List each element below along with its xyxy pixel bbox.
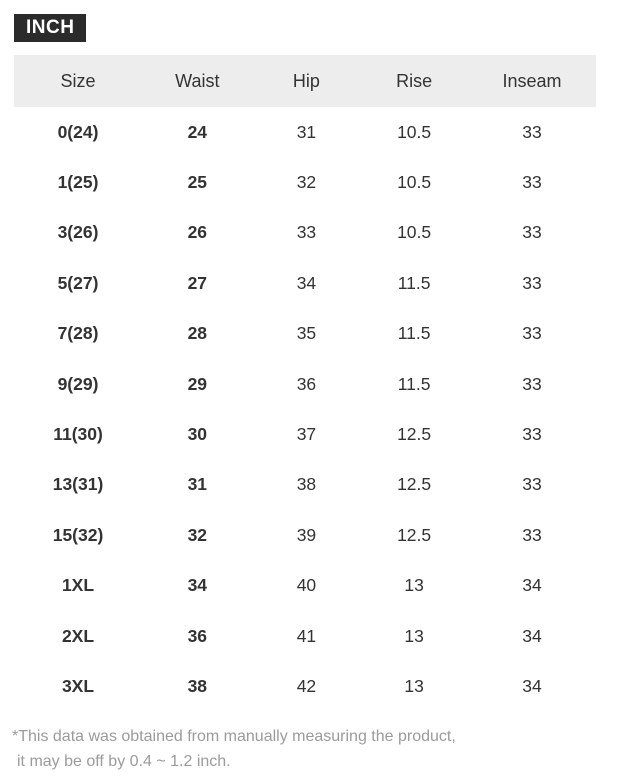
- table-header: [14, 55, 596, 107]
- column-header-waist: Waist: [175, 70, 220, 91]
- table-row: [14, 460, 596, 510]
- table-row: [14, 561, 596, 611]
- table-cell-rise: 11.5: [397, 272, 431, 293]
- table-cell-hip: 40: [296, 575, 317, 596]
- table-row: [14, 309, 596, 359]
- table-cell-waist: 31: [187, 474, 208, 495]
- table-cell-size: 3(26): [57, 222, 99, 243]
- table-cell-waist: 25: [187, 172, 208, 193]
- table-cell-rise: 12.5: [397, 424, 432, 445]
- table-cell-size: 15(32): [52, 524, 104, 545]
- table-cell-rise: 11.5: [397, 373, 431, 394]
- table-cell-rise: 10.5: [397, 121, 432, 142]
- table-cell-waist: 27: [187, 272, 208, 293]
- table-cell-hip: 31: [296, 121, 317, 142]
- table-cell-size: 1XL: [61, 575, 95, 596]
- table-row: [14, 208, 596, 258]
- column-header-inseam: Inseam: [502, 70, 562, 91]
- table-cell-rise: 13: [404, 575, 424, 596]
- table-cell-size: 13(31): [52, 474, 104, 495]
- table-cell-size: 0(24): [57, 121, 99, 142]
- table-cell-size: 7(28): [57, 323, 99, 344]
- table-cell-waist: 29: [187, 373, 208, 394]
- column-header-rise: Rise: [396, 70, 433, 91]
- column-header-hip: Hip: [292, 70, 320, 91]
- table-cell-hip: 32: [296, 172, 317, 193]
- table-cell-inseam: 34: [522, 675, 542, 696]
- table-cell-rise: 13: [404, 675, 424, 696]
- table-cell-waist: 24: [187, 121, 208, 142]
- table-cell-hip: 33: [296, 222, 317, 243]
- table-cell-rise: 10.5: [397, 222, 432, 243]
- table-cell-hip: 36: [296, 373, 317, 394]
- table-cell-rise: 10.5: [397, 172, 432, 193]
- unit-badge: INCH: [14, 14, 86, 42]
- table-cell-size: 1(25): [57, 172, 99, 193]
- table-cell-waist: 32: [187, 524, 208, 545]
- table-cell-waist: 30: [187, 424, 208, 445]
- table-cell-inseam: 33: [522, 323, 542, 344]
- column-header-size: Size: [60, 70, 96, 91]
- table-cell-hip: 39: [296, 524, 317, 545]
- table-body: [14, 107, 596, 712]
- table-cell-waist: 38: [187, 675, 208, 696]
- table-cell-size: 11(30): [53, 424, 103, 445]
- table-row: [14, 107, 596, 157]
- table-cell-size: 3XL: [61, 675, 95, 696]
- table-cell-inseam: 33: [522, 524, 542, 545]
- header-row: [14, 55, 596, 107]
- table-row: [14, 661, 596, 711]
- table-cell-hip: 38: [296, 474, 317, 495]
- table-row: [14, 611, 596, 661]
- table-cell-inseam: 33: [522, 474, 542, 495]
- table-row: [14, 157, 596, 207]
- table-cell-rise: 13: [404, 625, 424, 646]
- table-cell-rise: 12.5: [397, 474, 432, 495]
- table-cell-size: 2XL: [61, 625, 95, 646]
- table-cell-waist: 28: [187, 323, 208, 344]
- table-row: [14, 409, 596, 459]
- table-cell-inseam: 34: [522, 575, 542, 596]
- table-cell-waist: 34: [187, 575, 208, 596]
- table-cell-hip: 34: [296, 272, 317, 293]
- table-row: [14, 258, 596, 308]
- table-cell-rise: 12.5: [397, 524, 432, 545]
- table-cell-inseam: 33: [522, 172, 542, 193]
- footnote-line1: *This data was obtained from manually measuring the product,: [12, 727, 456, 745]
- table-cell-inseam: 33: [522, 272, 542, 293]
- footnote: [12, 724, 631, 774]
- table-cell-hip: 41: [296, 625, 317, 646]
- table-cell-hip: 37: [296, 424, 317, 445]
- table-row: [14, 359, 596, 409]
- table-cell-inseam: 33: [522, 424, 542, 445]
- table-cell-inseam: 33: [522, 373, 542, 394]
- table-cell-waist: 36: [187, 625, 208, 646]
- footnote-line2: it may be off by 0.4 ~ 1.2 inch.: [17, 752, 231, 770]
- table-cell-hip: 35: [296, 323, 317, 344]
- table-cell-hip: 42: [296, 675, 317, 696]
- table-cell-size: 5(27): [57, 272, 99, 293]
- table-cell-waist: 26: [187, 222, 208, 243]
- table-cell-size: 9(29): [57, 373, 99, 394]
- table-cell-rise: 11.5: [397, 323, 431, 344]
- table-row: [14, 510, 596, 560]
- table-cell-inseam: 33: [522, 222, 542, 243]
- size-chart-table: [14, 55, 596, 712]
- table-cell-inseam: 33: [522, 121, 542, 142]
- table-cell-inseam: 34: [522, 625, 542, 646]
